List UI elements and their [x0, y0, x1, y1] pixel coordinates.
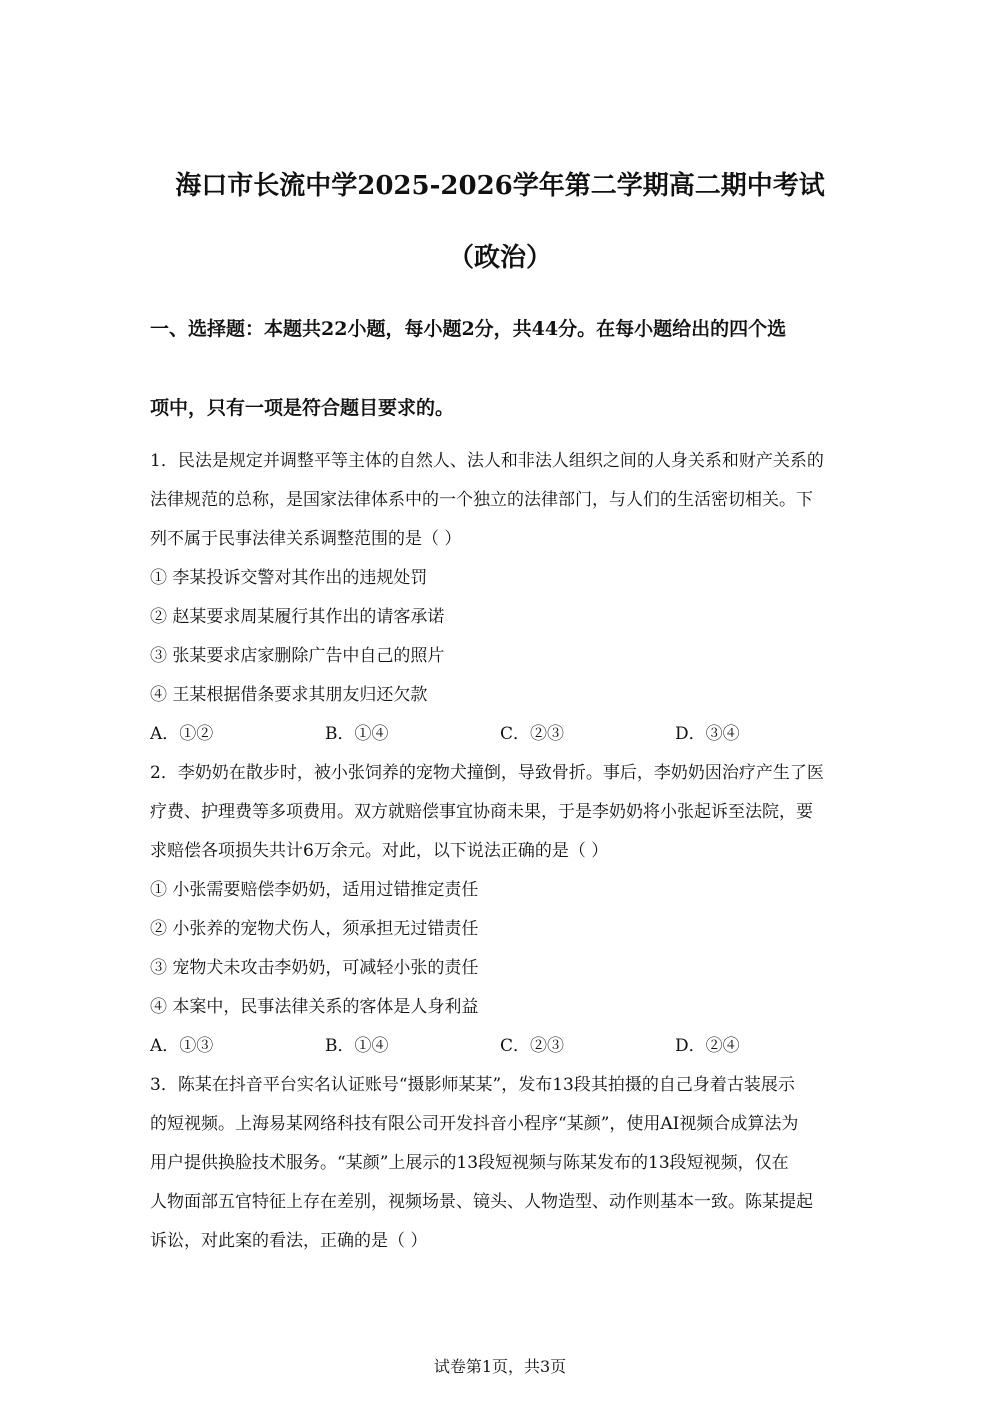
exam-subject: （政治） — [447, 243, 552, 273]
section-heading-line-1: 一、选择题：本题共22小题，每小题2分，共44分。在每小题给出的四个选 — [150, 318, 787, 340]
answer-option-b: B．①④ — [325, 724, 389, 744]
statement-item: ④ 王某根据借条要求其朋友归还欠款 — [150, 685, 428, 705]
question-stem-line: 的短视频。上海易某网络科技有限公司开发抖音小程序“某颜”，使用AI视频合成算法为 — [150, 1114, 799, 1134]
statement-item: ① 小张需要赔偿李奶奶，适用过错推定责任 — [150, 880, 479, 900]
statement-item: ② 赵某要求周某履行其作出的请客承诺 — [150, 607, 445, 627]
question-stem-line: 求赔偿各项损失共计6万余元。对此，以下说法正确的是（ ） — [150, 841, 609, 861]
exam-title: 海口市长流中学2025-2026学年第二学期高二期中考试 — [175, 171, 825, 201]
answer-option-b: B．①④ — [325, 1036, 389, 1056]
question-stem-line: 3．陈某在抖音平台实名认证账号“摄影师某某”，发布13段其拍摄的自己身着古装展示 — [150, 1075, 795, 1095]
answer-option-c: C．②③ — [500, 1036, 565, 1056]
statement-item: ③ 宠物犬未攻击李奶奶，可减轻小张的责任 — [150, 958, 479, 978]
answer-option-d: D．③④ — [675, 724, 740, 744]
page-footer: 试卷第1页，共3页 — [433, 1357, 567, 1376]
statement-item: ② 小张养的宠物犬伤人，须承担无过错责任 — [150, 919, 479, 939]
section-heading-line-2: 项中，只有一项是符合题目要求的。 — [150, 397, 455, 419]
question-stem-line: 法律规范的总称，是国家法律体系中的一个独立的法律部门，与人们的生活密切相关。下 — [150, 490, 813, 510]
question-stem-line: 疗费、护理费等多项费用。双方就赔偿事宜协商未果，于是李奶奶将小张起诉至法院，要 — [150, 802, 813, 822]
question-stem-line: 人物面部五官特征上存在差别，视频场景、镜头、人物造型、动作则基本一致。陈某提起 — [150, 1192, 813, 1212]
statement-item: ④ 本案中，民事法律关系的客体是人身利益 — [150, 997, 479, 1017]
answer-option-a: A．①② — [150, 724, 214, 744]
answer-option-c: C．②③ — [500, 724, 565, 744]
answer-option-a: A．①③ — [150, 1036, 214, 1056]
question-stem-line: 2．李奶奶在散步时，被小张饲养的宠物犬撞倒，导致骨折。事后，李奶奶因治疗产生了医 — [150, 763, 824, 783]
answer-option-d: D．②④ — [675, 1036, 740, 1056]
question-stem-line: 1．民法是规定并调整平等主体的自然人、法人和非法人组织之间的人身关系和财产关系的 — [150, 451, 824, 471]
question-stem-line: 诉讼，对此案的看法，正确的是（ ） — [150, 1231, 428, 1251]
statement-item: ③ 张某要求店家删除广告中自己的照片 — [150, 646, 445, 666]
statement-item: ① 李某投诉交警对其作出的违规处罚 — [150, 568, 428, 588]
question-stem-line: 用户提供换脸技术服务。“某颜”上展示的13段短视频与陈某发布的13段短视频，仅在 — [150, 1153, 789, 1173]
question-stem-line: 列不属于民事法律关系调整范围的是（ ） — [150, 529, 462, 549]
